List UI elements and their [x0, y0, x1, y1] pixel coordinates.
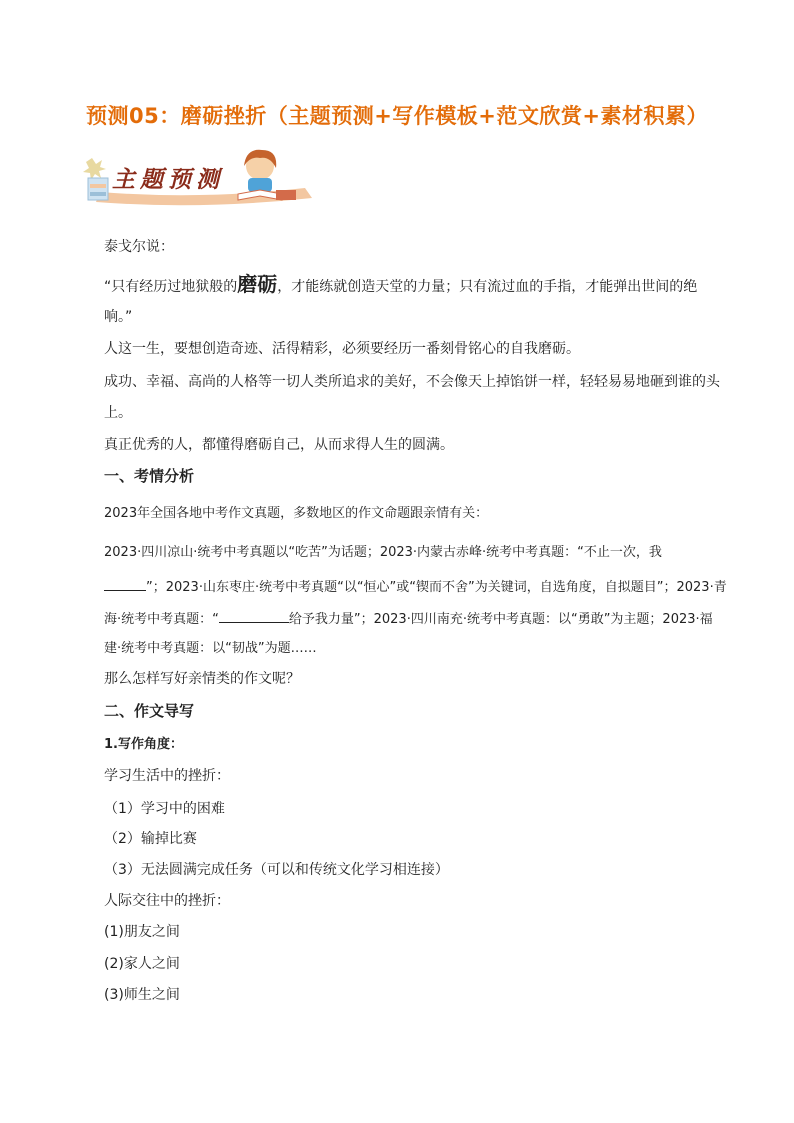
- writing-angle-heading: 1.写作角度：: [104, 737, 183, 752]
- exam-intro: 2023年全国各地中考作文真题，多数地区的作文命题跟亲情有关：: [104, 506, 489, 521]
- exam-line-1: 2023·四川凉山·统考中考真题以“吃苦”为话题；2023·内蒙古赤峰·统考中考真题：“不止一次，我: [104, 545, 662, 560]
- intro-paragraph-1: 人这一生，要想创造奇迹、活得精彩，必须要经历一番刻骨铭心的自我磨砺。: [104, 341, 580, 357]
- banner-label: 主题预测: [112, 166, 224, 193]
- intro-speaker: 泰戈尔说：: [104, 239, 174, 255]
- fill-blank-1: [104, 576, 146, 591]
- exam-line-2-text: ”；2023·山东枣庄·统考中考真题“以“恒心”或“锲而不舍”为关键词，自选角度，自拟题目”；2023·青: [146, 580, 727, 595]
- exam-line-3: [104, 608, 713, 629]
- intro-paragraph-2b: 上。: [104, 405, 132, 421]
- exam-line-3-b: 给予我力量”；2023·四川南充·统考中考真题：以“勇敢”为主题；2023·福: [288, 612, 713, 627]
- list-item: (3)师生之间: [104, 987, 180, 1003]
- list-item: （1）学习中的困难: [104, 801, 225, 817]
- list-item: (2)家人之间: [104, 956, 180, 972]
- section-banner: [80, 148, 320, 208]
- group-study-heading: 学习生活中的挫折：: [104, 768, 230, 784]
- exam-line-3-a: 海·统考中考真题：“: [104, 612, 219, 627]
- list-item: （2）输掉比赛: [104, 831, 197, 847]
- intro-quote: [104, 272, 698, 296]
- list-item: （3）无法圆满完成任务（可以和传统文化学习相连接）: [104, 862, 449, 878]
- exam-line-2: [104, 576, 727, 597]
- guide-question: 那么怎样写好亲情类的作文呢？: [104, 671, 300, 687]
- section-2-heading: 二、作文导写: [104, 702, 195, 720]
- quote-emphasis: 磨砺: [237, 272, 278, 296]
- quote-part-b: ，才能练就创造天堂的力量；只有流过血的手指，才能弹出世间的绝: [277, 279, 698, 295]
- section-1-heading: 一、考情分析: [104, 467, 195, 485]
- quote-part-c: 响。”: [104, 309, 133, 325]
- intro-paragraph-2a: 成功、幸福、高尚的人格等一切人类所追求的美好，不会像天上掉馅饼一样，轻轻易易地砸到谁的头: [104, 374, 720, 390]
- exam-line-4: 建·统考中考真题：以“韧战”为题……: [104, 641, 317, 656]
- fill-blank-2: [219, 608, 289, 623]
- intro-paragraph-3: 真正优秀的人，都懂得磨砺自己，从而求得人生的圆满。: [104, 437, 454, 453]
- group-social-heading: 人际交往中的挫折：: [104, 893, 230, 909]
- list-item: (1)朋友之间: [104, 924, 180, 940]
- page-title: 预测05：磨砺挫折（主题预测+写作模板+范文欣赏+素材积累）: [85, 104, 708, 128]
- quote-part-a: “只有经历过地狱般的: [104, 279, 238, 295]
